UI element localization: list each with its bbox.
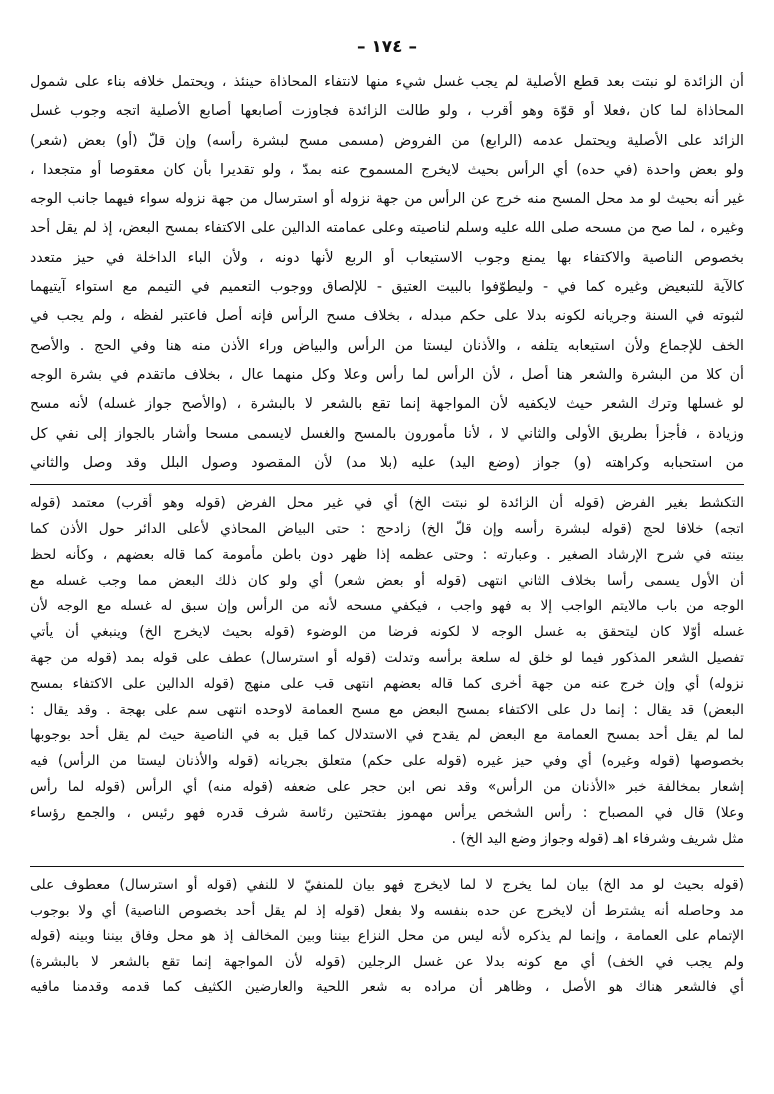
main-text	[30, 68, 744, 478]
main-text-line: لو غسلها وترك الشعر حيث لايكفيه لأن المواجهة إنما تقع بالشعر لا بالبشرة ، (والأصح جواز غسله) لأنه مسح	[30, 396, 744, 413]
main-text-line: وغيره ، لما صح من مسحه صلى الله عليه وسلم لناصيته وعلى عمامته الدالين على الاكتفاء بمسح البعض، إذ لم يقل أحد	[30, 220, 744, 237]
gloss-line: أي فالشعر هناك هو الأصل ، وظاهر أن مراده به شعر اللحية والعارضين الكثيف كما قدمه وقدمنا مافيه	[30, 979, 744, 996]
main-text-line: ولو بعض واحدة (في حده) أي الرأس بحيث لايخرج المسموح عنه بمدّ ، ولو تقديرا بأن كان معقوصا أو متجعدا ،	[30, 161, 744, 178]
main-text-line: المحاذاة لما كان ،فعلا أو قوّة وهو أقرب ، ولو طالت الزائدة فجاوزت أصابعها أصابع الأصلية اتجه وجوب غسل	[30, 103, 744, 120]
commentary-line: مثل شريف وشرفاء اهـ (قوله وجواز وضع اليد الخ) .	[451, 830, 744, 847]
commentary-line: أن الأول يسمى رأسا بخلاف الثاني انتهى (قوله أو بعض شعر) أي ولو كان ذلك البعض مما وجب غسله مع	[30, 572, 744, 589]
gloss-line: الإتمام على العمامة ، وإنما لم يذكره لأنه ليس من محل النزاع بيننا وبين المخالف إذ هو محل وفاق بيننا وبينه (قوله	[30, 928, 744, 945]
gloss-line: (قوله بحيث لو مد الخ) بيان لما يخرج لا لما لايخرج فهو بيان للمنفيّ لا للنفي (قوله أو استرسال) معطوف على	[30, 877, 744, 894]
gloss-text	[30, 873, 744, 1001]
commentary-line: الوجه من باب مالايتم الواجب إلا به فهو واجب ، فيكفي مسحه لأنه من الرأس وإن سبق له غسله مع الوجه لأن	[30, 598, 744, 615]
commentary-line: التكشط بغير الفرض (قوله أن الزائدة لو نبتت الخ) أي في غير محل الفرض (قوله وهو أقرب) معتمد (قوله	[30, 495, 744, 512]
commentary-line: البعض) قد يقال : إنما دل على الاكتفاء بمسح البعض مع مسح العمامة لاوحده انتهى سم على بهجة . وقد يقال :	[30, 701, 744, 718]
commentary-text	[30, 491, 744, 852]
main-text-line: لثبوته في السنة وجريانه لكونه بدلا على حكم مبدله ، بخلاف مسح الرأس فإنه أصل فاعتبر لفظه ، ولم يجب في	[30, 308, 744, 325]
commentary-line: بينته في شرح الإرشاد الصغير . وعبارته : وحتى عظمه إذا ظهر دون باطن مأمومة كما قاله بعضهم ، وكأنه لحظ	[30, 546, 744, 563]
main-text-line: أن كلا من البشرة والشعر هنا أصل ، لأن الرأس لما رأس وعلا وكل منهما عال ، بخلاف ماتقدم في بشرة الوجه	[30, 366, 744, 383]
commentary-line: تفصيل الشعر المذكور فيما لو خلق له سلعة برأسه وتدلت (قوله أو استرسال) عطف على قوله بمد (قوله من جهة	[30, 649, 744, 666]
section-divider	[30, 484, 744, 485]
commentary-line: نزوله) أي وإن خرج عنه من جهة أخرى كما قاله بعضهم انتهى قب على منهج (قوله الدالين على الاكتفاء بمسح	[30, 675, 744, 692]
section-divider	[30, 866, 744, 867]
main-text-line: أن الزائدة لو نبتت بعد قطع الأصلية لم يجب غسل شيء منها لانتفاء المحاذاة حينئذ ، ويحتمل خلافه بناء على شمول	[30, 74, 744, 90]
main-text-line: الخف للإجماع ولأن استيعابه يتلفه ، والأذنان ليستا من الرأس والبياض وراء الأذن منه هنا وفي الحج . والأصح	[30, 337, 744, 354]
main-text-line: كالآية للتبعيض وغيره كما في - وليطوّفوا بالبيت العتيق - للإلصاق ووجوب التعميم في التيمم مع استواء آيتيهما	[30, 279, 744, 296]
main-text-line: بخصوص الناصية والاكتفاء بها يمنع وجوب الاستيعاب أو الربع لأنها دونه ، ولأن الباء الداخلة في حيز متعدد	[30, 249, 744, 266]
main-text-line: من استحبابه وكراهته (و) جواز (وضع اليد) عليه (بلا مد) لأن المقصود وصول البلل وقد وصل والثاني	[30, 454, 744, 471]
commentary-line: بخصوصها (قوله وغيره) أي وفي حيز غيره (قوله على حكم) متعلق بجريانه (قوله والأذنان ليستا من الرأس) فيه	[30, 753, 744, 770]
gloss-line: ولم يجب في الخف) أي مع كونه بدلا عن غسل الرجلين (قوله لأن المواجهة إنما تقع بالشعر لا بالبشرة)	[30, 953, 744, 970]
commentary-line: غسله أوّلا كان ليتحقق به غسل الوجه لا لكونه فرضا من الوضوء (قوله بحيث لايخرج الخ) وينبغي أن يأتي	[30, 624, 744, 641]
main-text-line: غير أنه بحيث لو مد محل المسح منه خرج عن الرأس من جهة نزوله أو استرسال من جهة نزوله سواء فيهما جانب الوجه	[30, 191, 744, 208]
main-text-line: وزيادة ، فأجزأ بطريق الأولى والثاني لا ، لأنا مأمورون بالمسح والغسل لايسمى مسحا وأشار بالجواز إلى نفي كل	[30, 425, 744, 442]
commentary-line: وعلا) قال في المصباح : رأس الشخص يرأس مهموز بفتحتين رئاسة شرف قدره فهو رئيس ، والجمع رؤساء	[30, 804, 744, 821]
commentary-line: إشعار بمخالفة خبر «الأذنان من الرأس» وقد نص ابن حجر على ضعفه (قوله منه) أي الرأس (قوله لما رأس	[30, 778, 744, 795]
commentary-line: لما لم يقل أحد بمسح العمامة مع البعض لم يقدح في الاستدلال كما قيل به في الناصية حيث لم يقل أحد بوجوبها	[30, 727, 744, 744]
commentary-line: اتجه) خلافا لحج (قوله لبشرة رأسه وإن قلّ الخ) زادحج : حتى البياض المحاذي لأعلى الدائر حول الأذن كما	[30, 520, 744, 537]
main-text-line: الزائد على الأصلية ويحتمل عدمه (الرابع) من الفروض (مسمى مسح لبشرة رأسه) وإن قلّ (أو) بعض (شعر)	[30, 132, 744, 149]
gloss-line: مد وحاصله أنه يشترط أن لايخرج عن حده بنفسه ولا بفعل (قوله إذ لم يقل أحد بخصوص الناصية) أي ولا بوجوب	[30, 902, 744, 919]
page-number: – ١٧٤ –	[357, 37, 417, 57]
